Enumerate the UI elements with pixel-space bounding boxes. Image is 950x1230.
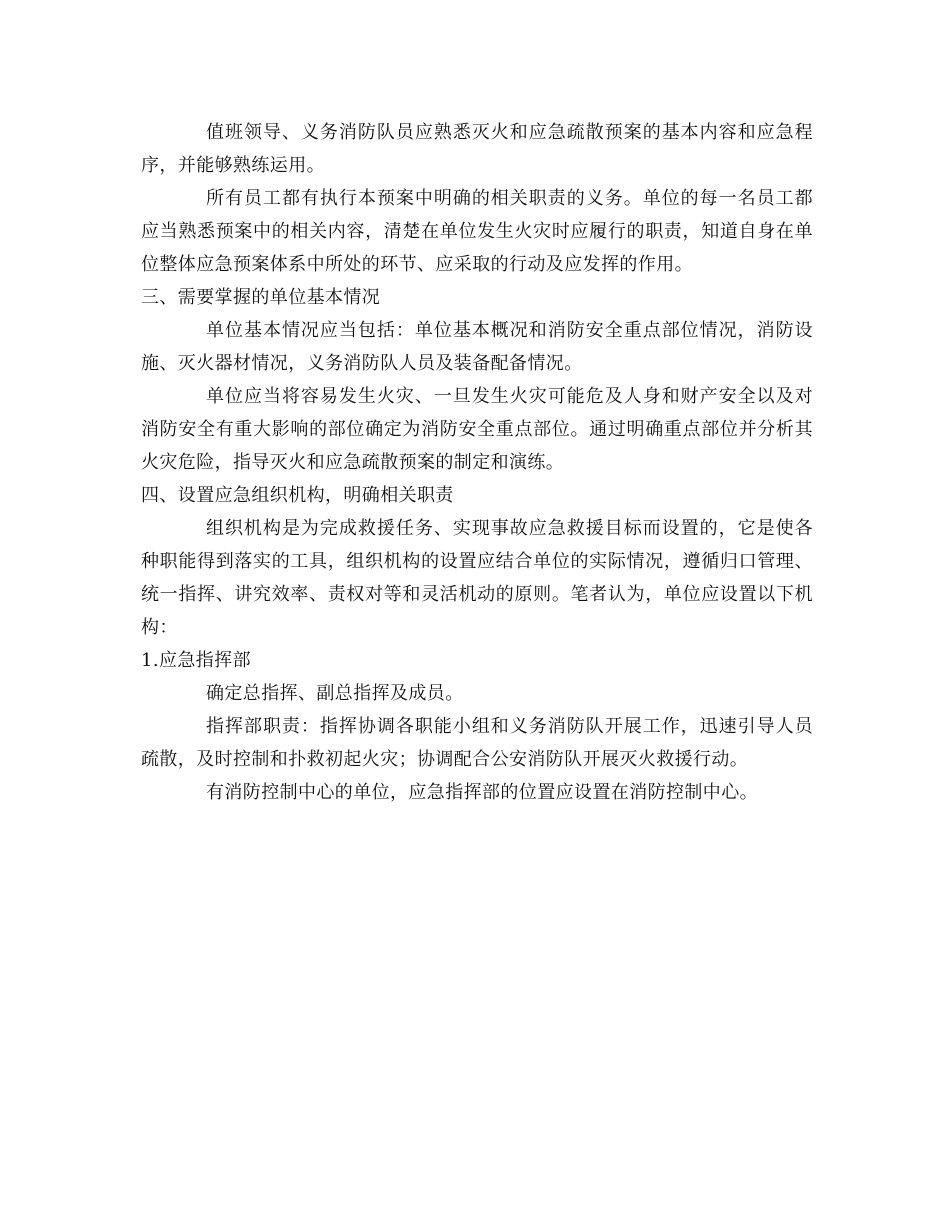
section-heading-4: 四、设置应急组织机构，明确相关职责 bbox=[141, 485, 454, 506]
paragraph-staff-duties: 所有员工都有执行本预案中明确的相关职责的义务。单位的每一名员工都应当熟悉预案中的相关内容，清楚在单位发生火灾时应履行的职责，知道自身在单位整体应急预案体系中所处的环节、应采取的行动及应发挥的作用。 bbox=[141, 188, 813, 275]
paragraph-command-duties: 指挥部职责：指挥协调各职能小组和义务消防队开展工作，迅速引导人员疏散，及时控制和扑救初起火灾；协调配合公安消防队开展灭火救援行动。 bbox=[141, 716, 813, 770]
subsection-heading-1: 1.应急指挥部 bbox=[141, 650, 251, 671]
paragraph-duty-leaders: 值班领导、义务消防队员应熟悉灭火和应急疏散预案的基本内容和应急程序，并能够熟练运用。 bbox=[141, 122, 813, 176]
paragraph-command-location: 有消防控制中心的单位，应急指挥部的位置应设置在消防控制中心。 bbox=[206, 782, 758, 803]
paragraph-basic-info: 单位基本情况应当包括：单位基本概况和消防安全重点部位情况，消防设施、灭火器材情况，义务消防队人员及装备配备情况。 bbox=[141, 320, 813, 374]
section-heading-3: 三、需要掌握的单位基本情况 bbox=[141, 287, 381, 308]
paragraph-organization: 组织机构是为完成救援任务、实现事故应急救援目标而设置的，它是使各种职能得到落实的工具，组织机构的设置应结合单位的实际情况，遵循归口管理、统一指挥、讲究效率、责权对等和灵活机动的原则。笔者认为，单位应设置以下机构： bbox=[141, 518, 813, 638]
document-body bbox=[141, 116, 813, 809]
paragraph-command-members: 确定总指挥、副总指挥及成员。 bbox=[206, 683, 464, 704]
paragraph-key-areas: 单位应当将容易发生火灾、一旦发生火灾可能危及人身和财产安全以及对消防安全有重大影响的部位确定为消防安全重点部位。通过明确重点部位并分析其火灾危险，指导灭火和应急疏散预案的制定和演练。 bbox=[141, 386, 813, 473]
